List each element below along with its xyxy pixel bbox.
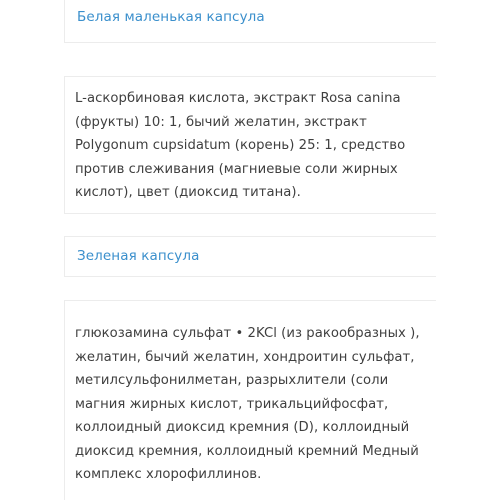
section-title: Зеленая капсула: [77, 247, 200, 264]
section-title: Белая маленькая капсула: [77, 9, 265, 26]
section-content-white-capsule: [64, 76, 436, 214]
section-content-green-capsule: [64, 300, 436, 500]
ingredients-text: L-аскорбиновая кислота, экстракт Rosa canina (фрукты) 10: 1, бычий желатин, экстракт Polygonum cupsidatum (корень) 25: 1, средство против слеживания (магниевые соли жирных кислот), цвет (диоксид титана).: [75, 91, 406, 200]
ingredients-text: глюкозамина сульфат • 2KCl (из ракообразных ), желатин, бычий желатин, хондроитин сульфат, метилсульфонилметан, разрыхлители (соли магния жирных кислот, трикальцийфосфат, коллоидный диоксид кремния (D), коллоидный диоксид кремния, коллоидный кремний Медный комплекс хлорофиллинов.: [75, 326, 420, 482]
section-header-green-capsule[interactable]: [64, 236, 436, 277]
section-header-white-capsule[interactable]: [64, 0, 436, 43]
